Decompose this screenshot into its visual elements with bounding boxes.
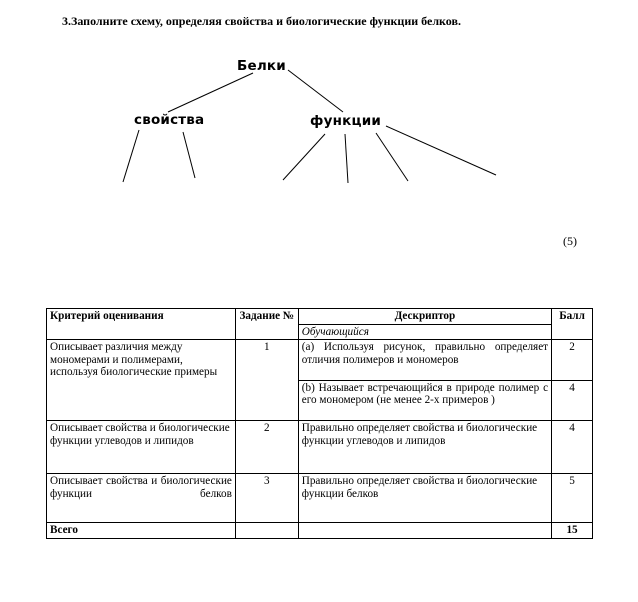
line-properties-branch-2 (183, 132, 195, 178)
header-criterion: Критерий оценивания (47, 309, 236, 340)
scheme-node-functions: функции (310, 113, 382, 129)
header-task: Задание № (235, 309, 298, 340)
total-label: Всего (47, 523, 236, 539)
row1-descriptor-a: (a) Используя рисунок, правильно определяет отличия полимеров и мономеров (298, 340, 551, 381)
line-root-to-properties (168, 73, 253, 112)
line-functions-branch-3 (376, 133, 408, 181)
table-total-row (47, 523, 593, 539)
row3-points: 5 (552, 474, 593, 523)
row2-points: 4 (552, 421, 593, 474)
header-descriptor: Дескриптор (298, 309, 551, 325)
line-properties-branch-1 (123, 130, 139, 182)
header-points: Балл (552, 309, 593, 340)
total-empty-task (235, 523, 298, 539)
row2-descriptor: Правильно определяет свойства и биологические функции углеводов и липидов (298, 421, 551, 474)
header-descriptor-sub: Обучающийся (298, 324, 551, 340)
table-row (47, 340, 593, 381)
scheme-lines (0, 0, 638, 200)
row1-points-a: 2 (552, 340, 593, 381)
row3-task: 3 (235, 474, 298, 523)
table-row (47, 474, 593, 523)
row1-criterion: Описывает различия между мономерами и полимерами, используя биологические примеры (47, 340, 236, 421)
total-empty-descriptor (298, 523, 551, 539)
row2-task: 2 (235, 421, 298, 474)
line-functions-branch-1 (283, 134, 325, 180)
row1-points-b: 4 (552, 380, 593, 421)
scheme-root-proteins: Белки (237, 58, 286, 74)
row1-task: 1 (235, 340, 298, 421)
table-header-row (47, 309, 593, 325)
line-functions-branch-4 (386, 126, 496, 175)
total-points: 15 (552, 523, 593, 539)
scheme-node-properties: свойства (134, 112, 205, 128)
line-root-to-functions (288, 70, 343, 112)
row3-criterion: Описывает свойства и биологические функции белков (47, 474, 236, 523)
task-title: 3.Заполните схему, определяя свойства и биологические функции белков. (62, 14, 461, 28)
row3-descriptor: Правильно определяет свойства и биологические функции белков (298, 474, 551, 523)
row1-descriptor-b: (b) Называет встречающийся в природе полимер с его мономером (не менее 2-х примеров ) (298, 380, 551, 421)
line-functions-branch-2 (345, 134, 348, 183)
rubric-table (46, 308, 593, 539)
score-label: (5) (563, 234, 577, 248)
row2-criterion: Описывает свойства и биологические функции углеводов и липидов (47, 421, 236, 474)
table-row (47, 421, 593, 474)
